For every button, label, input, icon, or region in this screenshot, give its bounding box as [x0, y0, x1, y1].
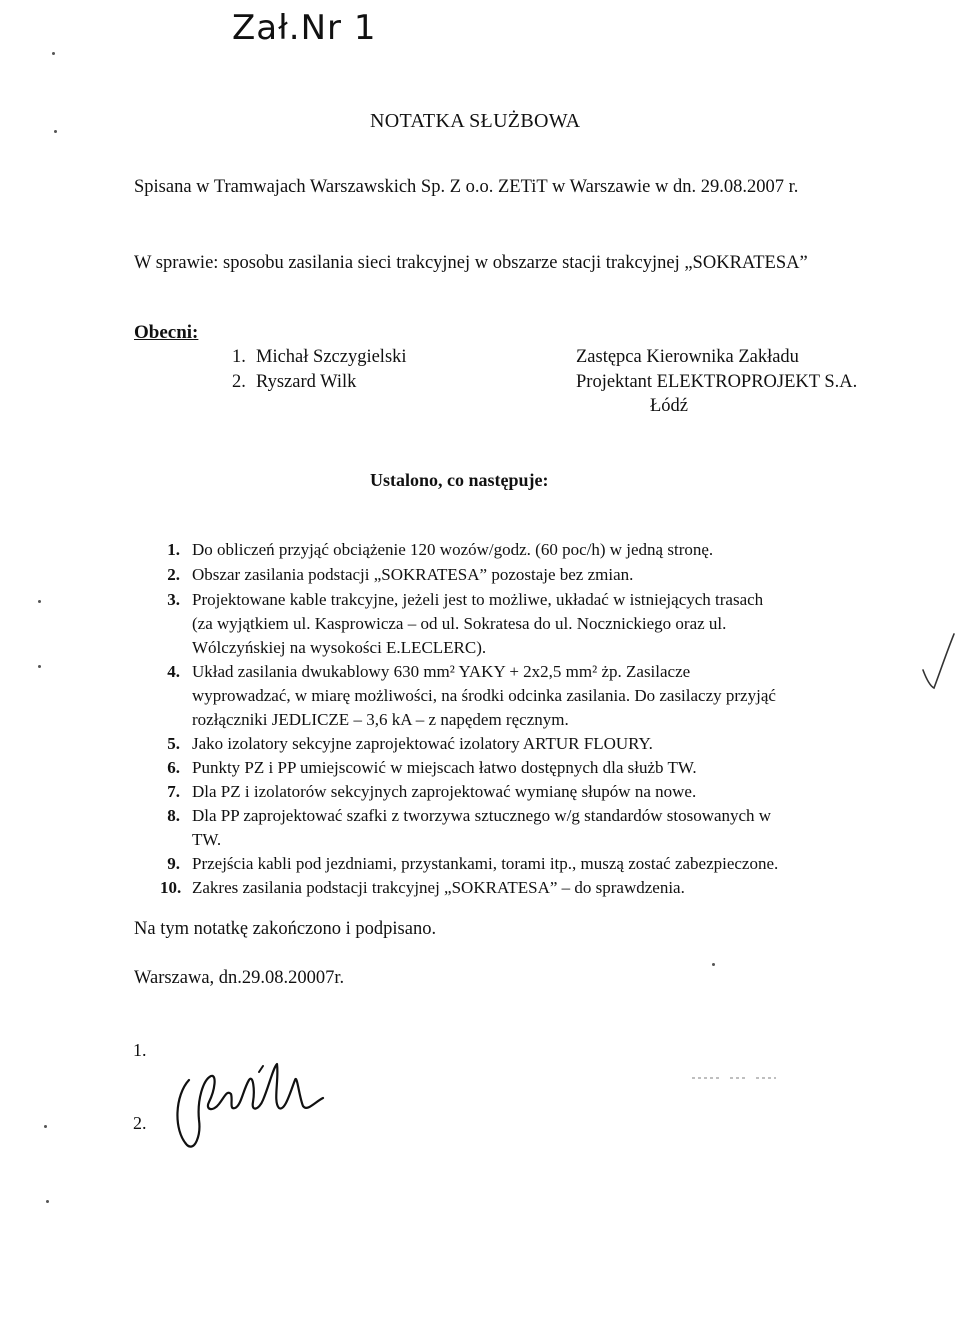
item-text: Obszar zasilania podstacji „SOKRATESA” pozostaje bez zmian. — [192, 565, 634, 584]
present-heading: Obecni: — [134, 322, 199, 343]
item-text: Wólczyńskiej na wysokości E.LECLERC). — [192, 638, 487, 657]
person-role: Zastępca Kierownika Zakładu — [576, 347, 799, 367]
item-number: 3. — [167, 590, 180, 609]
closing-line: Na tym notatkę zakończono i podpisano. — [134, 919, 437, 939]
item-number: 6. — [167, 758, 180, 777]
item-text: Układ zasilania dwukablowy 630 mm² YAKY + 2x2,5 mm² żp. Zasilacze — [192, 662, 691, 681]
item-number: 5. — [167, 734, 180, 753]
person-number: 1. — [232, 347, 246, 367]
scan-speck — [46, 1200, 49, 1203]
item-text: Zakres zasilania podstacji trakcyjnej „SOKRATESA” – do sprawdzenia. — [192, 878, 685, 897]
item-text: TW. — [192, 830, 222, 849]
subject-line: W sprawie: sposobu zasilania sieci trakcyjnej w obszarze stacji trakcyjnej „SOKRATESA” — [134, 253, 808, 273]
person-role: Projektant ELEKTROPROJEKT S.A. — [576, 372, 858, 392]
item-number: 1. — [167, 540, 180, 559]
intro-line: Spisana w Tramwajach Warszawskich Sp. Z o.o. ZETiT w Warszawie w dn. 29.08.2007 r. — [134, 177, 799, 197]
scan-speck — [54, 130, 57, 133]
item-text: Punkty PZ i PP umiejscowić w miejscach łatwo dostępnych dla służb TW. — [192, 758, 697, 777]
scan-speck — [52, 52, 55, 55]
scan-speck — [44, 1125, 47, 1128]
handwritten-signature — [165, 1050, 345, 1160]
signature-number: 1. — [133, 1040, 147, 1060]
item-number: 4. — [167, 662, 180, 681]
item-text: (za wyjątkiem ul. Kasprowicza – od ul. Sokratesa do ul. Nocznickiego oraz ul. — [192, 614, 727, 633]
scan-speck — [712, 963, 715, 966]
item-number: 10. — [160, 878, 182, 897]
item-number: 8. — [167, 806, 180, 825]
place-date: Warszawa, dn.29.08.20007r. — [134, 968, 345, 988]
person-name: Michał Szczygielski — [256, 347, 407, 367]
item-text: rozłączniki JEDLICZE – 3,6 kA – z napędem ręcznym. — [192, 710, 569, 729]
person-role-city: Łódź — [650, 396, 689, 416]
document-title: NOTATKA SŁUŻBOWA — [370, 110, 581, 132]
item-text: Dla PZ i izolatorów sekcyjnych zaprojektować wymianę słupów na nowe. — [192, 782, 697, 801]
scan-speck — [38, 665, 41, 668]
signature-number: 2. — [133, 1113, 147, 1133]
item-number: 7. — [167, 782, 180, 801]
person-number: 2. — [232, 372, 246, 392]
established-heading: Ustalono, co następuje: — [370, 470, 549, 490]
item-text: wyprowadzać, w miarę możliwości, na środki odcinka zasilania. Do zasilaczy przyjąć — [192, 686, 776, 705]
item-text: Do obliczeń przyjąć obciążenie 120 wozów/godz. (60 poc/h) w jedną stronę. — [192, 540, 714, 559]
item-text: Jako izolatory sekcyjne zaprojektować izolatory ARTUR FLOURY. — [192, 734, 653, 753]
person-name: Ryszard Wilk — [256, 372, 357, 392]
item-number: 2. — [167, 565, 180, 584]
item-text: Projektowane kable trakcyjne, jeżeli jest to możliwe, układać w istniejących trasach — [192, 590, 764, 609]
attachment-note: Zał.Nr 1 — [232, 8, 377, 48]
faint-line-mark — [690, 1075, 780, 1081]
item-number: 9. — [167, 854, 180, 873]
item-text: Dla PP zaprojektować szafki z tworzywa sztucznego w/g standardów stosowanych w — [192, 806, 772, 825]
check-mark-icon — [920, 630, 956, 692]
scan-speck — [38, 600, 41, 603]
item-text: Przejścia kabli pod jezdniami, przystankami, torami itp., muszą zostać zabezpieczone. — [192, 854, 779, 873]
